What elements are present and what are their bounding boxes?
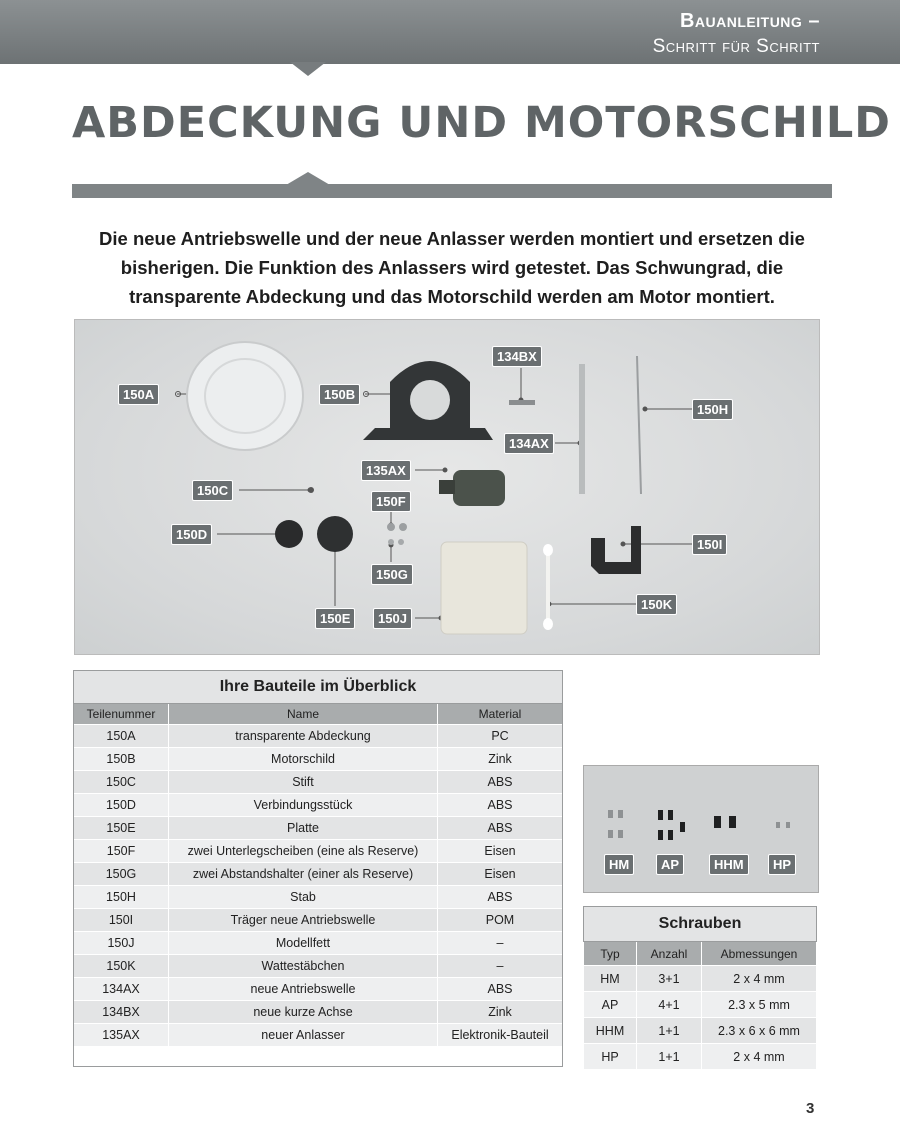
screw-header-dimensions: Abmessungen xyxy=(702,942,817,966)
table-row xyxy=(74,840,563,863)
part-name-cell: Stift xyxy=(169,771,438,794)
label-150I: 150I xyxy=(692,534,727,555)
label-150J: 150J xyxy=(373,608,412,629)
part-name-cell: Träger neue Antriebswelle xyxy=(169,909,438,932)
part-name-cell: neue Antriebswelle xyxy=(169,978,438,1001)
table-row xyxy=(74,794,563,817)
label-150H: 150H xyxy=(692,399,733,420)
label-150G: 150G xyxy=(371,564,413,585)
parts-table xyxy=(73,670,563,1047)
part-material-cell: ABS xyxy=(438,886,563,909)
part-number-cell: 150D xyxy=(74,794,169,817)
table-row xyxy=(584,992,817,1018)
parts-illustration xyxy=(75,320,819,654)
screw-dimensions-cell: 2 x 4 mm xyxy=(702,966,817,992)
part-name-cell: Stab xyxy=(169,886,438,909)
section-label xyxy=(653,8,820,60)
table-row xyxy=(74,1001,563,1024)
part-name-cell: neue kurze Achse xyxy=(169,1001,438,1024)
part-number-cell: 135AX xyxy=(74,1024,169,1047)
part-material-cell: – xyxy=(438,932,563,955)
part-material-cell: ABS xyxy=(438,817,563,840)
table-row xyxy=(584,1044,817,1070)
part-material-cell: PC xyxy=(438,725,563,748)
table-row xyxy=(74,955,563,978)
label-134BX: 134BX xyxy=(492,346,542,367)
screw-type-cell: HM xyxy=(584,966,637,992)
table-row xyxy=(74,748,563,771)
part-number-cell: 150H xyxy=(74,886,169,909)
screw-header-type: Typ xyxy=(584,942,637,966)
label-135AX: 135AX xyxy=(361,460,411,481)
table-row xyxy=(584,966,817,992)
part-name-cell: Verbindungsstück xyxy=(169,794,438,817)
page-title: ABDECKUNG UND MOTORSCHILD xyxy=(72,98,891,148)
label-150C: 150C xyxy=(192,480,233,501)
screw-table xyxy=(583,906,817,1070)
table-row xyxy=(74,863,563,886)
label-150F: 150F xyxy=(371,491,411,512)
part-material-cell: Eisen xyxy=(438,863,563,886)
part-material-cell: – xyxy=(438,955,563,978)
part-number-cell: 150K xyxy=(74,955,169,978)
part-material-cell: Elektronik-Bauteil xyxy=(438,1024,563,1047)
screw-label-hm: HM xyxy=(604,854,634,875)
table-row xyxy=(74,978,563,1001)
page-number: 3 xyxy=(806,1100,815,1117)
table-row xyxy=(74,932,563,955)
screw-header-count: Anzahl xyxy=(637,942,702,966)
header-notch xyxy=(290,62,326,76)
part-number-cell: 150I xyxy=(74,909,169,932)
screw-type-cell: HP xyxy=(584,1044,637,1070)
part-material-cell: ABS xyxy=(438,978,563,1001)
label-150K: 150K xyxy=(636,594,677,615)
part-number-cell: 150F xyxy=(74,840,169,863)
section-label-line1: Bauanleitung – xyxy=(679,10,820,32)
part-name-cell: transparente Abdeckung xyxy=(169,725,438,748)
part-name-cell: Wattestäbchen xyxy=(169,955,438,978)
screw-table-body xyxy=(584,966,817,1070)
part-name-cell: Motorschild xyxy=(169,748,438,771)
part-name-cell: neuer Anlasser xyxy=(169,1024,438,1047)
part-material-cell: Zink xyxy=(438,748,563,771)
label-150E: 150E xyxy=(315,608,355,629)
table-row xyxy=(584,1018,817,1044)
section-label-line2: Schritt für Schritt xyxy=(652,36,820,57)
part-number-cell: 150A xyxy=(74,725,169,748)
label-150A: 150A xyxy=(118,384,159,405)
label-134AX: 134AX xyxy=(504,433,554,454)
screw-count-cell: 1+1 xyxy=(637,1044,702,1070)
title-rule xyxy=(72,184,832,198)
screw-dimensions-cell: 2.3 x 6 x 6 mm xyxy=(702,1018,817,1044)
part-name-cell: zwei Abstandshalter (einer als Reserve) xyxy=(169,863,438,886)
part-number-cell: 150J xyxy=(74,932,169,955)
part-name-cell: zwei Unterlegscheiben (eine als Reserve) xyxy=(169,840,438,863)
parts-header-material: Material xyxy=(438,704,563,725)
screws-illustration xyxy=(584,766,818,856)
label-150D: 150D xyxy=(171,524,212,545)
part-name-cell: Modellfett xyxy=(169,932,438,955)
part-material-cell: POM xyxy=(438,909,563,932)
screw-table-caption: Schrauben xyxy=(584,907,817,942)
screw-label-hp: HP xyxy=(768,854,796,875)
parts-photo xyxy=(74,319,820,655)
screw-count-cell: 1+1 xyxy=(637,1018,702,1044)
screw-type-cell: AP xyxy=(584,992,637,1018)
screw-count-cell: 4+1 xyxy=(637,992,702,1018)
screw-dimensions-cell: 2 x 4 mm xyxy=(702,1044,817,1070)
part-number-cell: 150E xyxy=(74,817,169,840)
table-row xyxy=(74,909,563,932)
table-row xyxy=(74,1024,563,1047)
label-150B: 150B xyxy=(319,384,360,405)
parts-table-body xyxy=(74,725,563,1047)
part-number-cell: 134AX xyxy=(74,978,169,1001)
screw-label-ap: AP xyxy=(656,854,684,875)
screws-photo xyxy=(583,765,819,893)
parts-header-number: Teilenummer xyxy=(74,704,169,725)
table-row xyxy=(74,886,563,909)
screw-dimensions-cell: 2.3 x 5 mm xyxy=(702,992,817,1018)
table-row xyxy=(74,817,563,840)
table-row xyxy=(74,725,563,748)
part-material-cell: ABS xyxy=(438,794,563,817)
screw-type-cell: HHM xyxy=(584,1018,637,1044)
part-number-cell: 134BX xyxy=(74,1001,169,1024)
part-number-cell: 150G xyxy=(74,863,169,886)
screw-count-cell: 3+1 xyxy=(637,966,702,992)
parts-table-caption: Ihre Bauteile im Überblick xyxy=(74,671,563,704)
part-number-cell: 150B xyxy=(74,748,169,771)
part-material-cell: Eisen xyxy=(438,840,563,863)
part-material-cell: Zink xyxy=(438,1001,563,1024)
part-number-cell: 150C xyxy=(74,771,169,794)
part-material-cell: ABS xyxy=(438,771,563,794)
screw-label-hhm: HHM xyxy=(709,854,749,875)
part-name-cell: Platte xyxy=(169,817,438,840)
parts-header-name: Name xyxy=(169,704,438,725)
intro-paragraph: Die neue Antriebswelle und der neue Anlasser werden montiert und ersetzen die bisherigen. Die Funktion des Anlassers wird getestet. Das Schwungrad, die transparente Abdeckung und das Motorschild werden am Motor montiert. xyxy=(99,228,805,307)
table-row xyxy=(74,771,563,794)
